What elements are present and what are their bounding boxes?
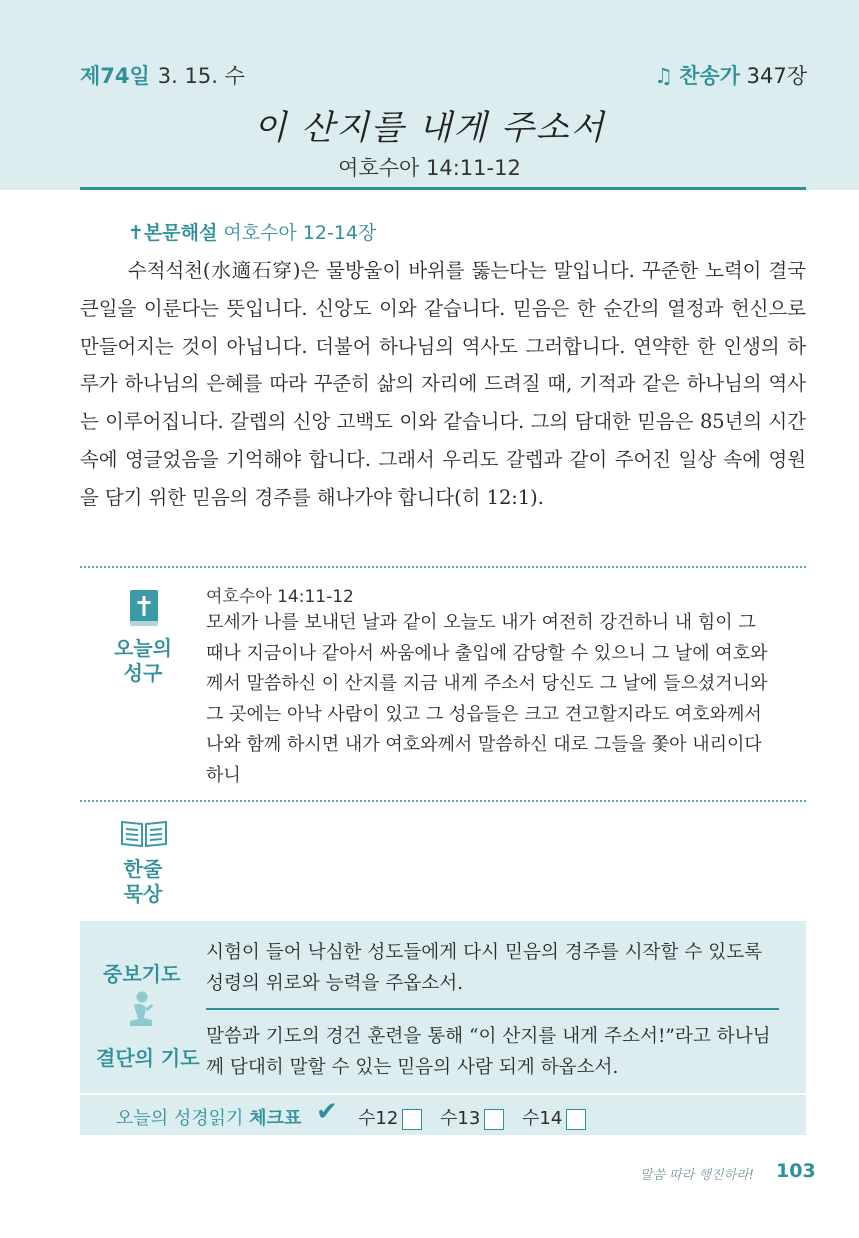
- bible-icon: [128, 588, 160, 628]
- checkbox[interactable]: [566, 1109, 586, 1130]
- checklist-item[interactable]: 수12: [358, 1104, 422, 1130]
- prayer-divider: [206, 1008, 779, 1010]
- explanation-label: 본문해설: [143, 222, 218, 244]
- todays-verse-label: 오늘의 성구: [114, 636, 172, 685]
- header-divider: [80, 187, 806, 190]
- checkbox[interactable]: [484, 1109, 504, 1130]
- section-divider: [80, 800, 806, 802]
- resolution-label: 결단의 기도: [96, 1046, 200, 1070]
- page-title: 이 산지를 내게 주소서: [253, 108, 606, 148]
- hymn-label: 찬송가: [679, 64, 740, 88]
- praying-person-icon: [122, 990, 158, 1032]
- checklist-item[interactable]: 수13: [440, 1104, 504, 1130]
- verse-reference: 여호수아 14:11-12: [206, 587, 354, 607]
- explanation-range: 여호수아 12-14장: [223, 222, 377, 244]
- resolution-text: 말씀과 기도의 경건 훈련을 통해 “이 산지를 내게 주소서!”라고 하나님께 담대히 말할 수 있는 믿음의 사람 되게 하옵소서.: [206, 1026, 771, 1078]
- day-label: 제74일: [80, 64, 150, 88]
- reading-checklist: [80, 1095, 806, 1135]
- explanation-heading: [128, 218, 376, 245]
- hymn-info: [654, 60, 807, 90]
- checkmark-icon: ✔: [316, 1097, 338, 1127]
- music-note-icon: ♫: [654, 64, 674, 88]
- meditation-label: 한줄 묵상: [123, 857, 163, 906]
- verse-text: 모세가 나를 보내던 날과 같이 오늘도 내가 여전히 강건하니 내 힘이 그 때나 지금이나 같아서 싸움에나 출입에 감당할 수 있으니 그 날에 여호와께서 말씀하신 이 산지를 지금 내게 주소서 당신도 그 날에 들으셨거니와 그 곳에는 아낙 사람이 있고 그 성읍들은 크고 견고할지라도 여호와께서 나와 함께 하시면 내가 여호와께서 말씀하신 대로 그들을 쫓아 내리이다 하니: [206, 612, 768, 786]
- intercession-text: 시험이 들어 낙심한 성도들에게 다시 믿음의 경주를 시작할 수 있도록 성령의 위로와 능력을 주옵소서.: [206, 942, 763, 994]
- scripture-reference: 여호수아 14:11-12: [338, 156, 521, 180]
- section-divider: [80, 566, 806, 568]
- footer-slogan: 말씀 따라 행진하라!: [640, 1168, 754, 1183]
- hymn-number: 347장: [746, 64, 807, 88]
- open-book-icon: [118, 818, 170, 850]
- checklist-label: 오늘의 성경읽기 체크표: [116, 1108, 302, 1129]
- page-number: 103: [776, 1160, 816, 1182]
- explanation-text: 수적석천(水適石穿)은 물방울이 바위를 뚫는다는 말입니다. 꾸준한 노력이 결국 큰일을 이룬다는 뜻입니다. 신앙도 이와 같습니다. 믿음은 한 순간의 열정과 헌신으로 만들어지는 것이 아닙니다. 더불어 하나님의 역사도 그러합니다. 연약한 한 인생의 하루가 하나님의 은혜를 따라 꾸준히 삶의 자리에 드려질 때, 기적과 같은 하나님의 역사는 이루어집니다. 갈렙의 신앙 고백도 이와 같습니다. 그의 담대한 믿음은 85년의 시간 속에 영글었음을 기억해야 합니다. 그래서 우리도 갈렙과 같이 주어진 일상 속에 영원을 담기 위한 믿음의 경주를 해나가야 합니다(히 12:1).: [80, 259, 806, 509]
- intercession-label: 중보기도: [103, 962, 181, 986]
- checkbox[interactable]: [402, 1109, 422, 1130]
- day-info: [80, 60, 245, 90]
- date: 3. 15. 수: [157, 64, 245, 88]
- cross-icon: ✝: [128, 222, 144, 244]
- checklist-item[interactable]: 수14: [522, 1104, 586, 1130]
